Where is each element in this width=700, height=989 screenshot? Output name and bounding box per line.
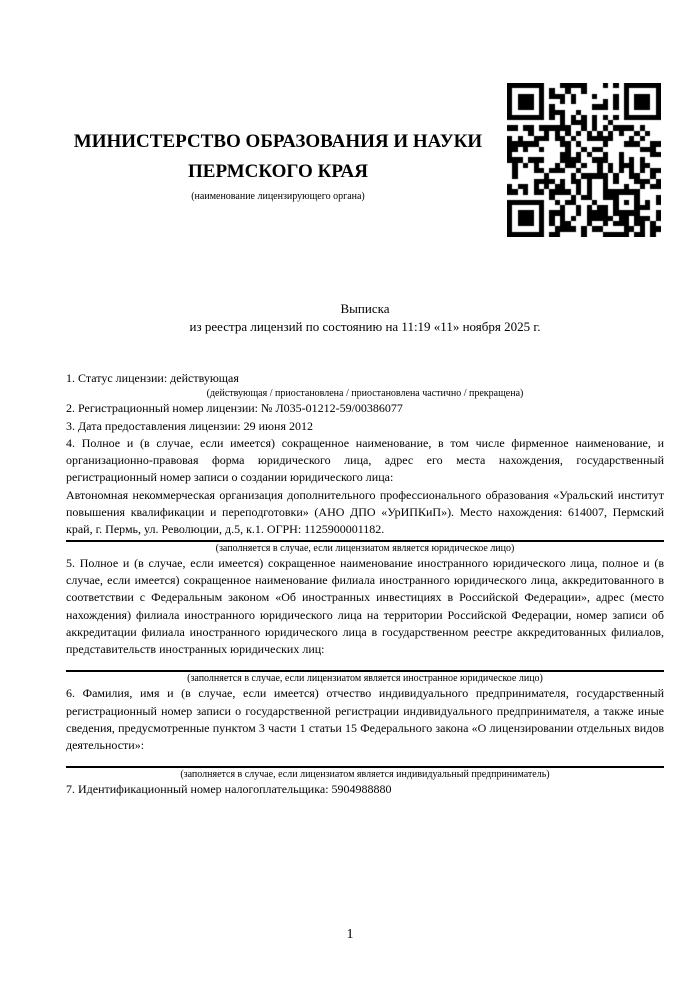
legal-entity-item-value: Автономная некоммерческая организация дополнительного профессионального образования «Уральский институт повышения квалификации и переподготовки» (АНО ДПО «УрИПКиП»). Место нахождения: 614007, Пермский край, г. Пермь, ул. Революции, д.5, к.1. ОГРН: 1125900001182. <box>66 487 664 537</box>
licensing-authority-caption: (наименование лицензирующего органа) <box>191 191 365 202</box>
grant-date-item: 3. Дата предоставления лицензии: 29 июня 2012 <box>66 418 313 433</box>
legal-entity-item-label: 4. Полное и (в случае, если имеется) сокращенное наименование, в том числе фирменное наименование, и организационно-правовая форма юридического лица, адрес его места нахождения, государственный регистрационный номер записи о создании юридического лица: <box>66 435 664 485</box>
license-status-item: 1. Статус лицензии: действующая <box>66 371 239 385</box>
page-number: 1 <box>346 927 354 942</box>
foreign-entity-item-label: 5. Полное и (в случае, если имеется) сокращенное наименование иностранного юридического лица, полное и (в случае, если имеется) сокращенное наименование филиала иностранного юридического лица, аккредитованного в соответствии с Федеральным законом «Об иностранных инвестициях в Российской Федерации», адрес (место нахождения) филиала иностранного юридического лица на территории Российской Федерации, номер записи об аккредитации филиала иностранного юридического лица в государственном реестре аккредитованных филиалов, представительств иностранных юридических лиц: <box>66 555 664 657</box>
inn-item: 7. Идентификационный номер налогоплательщика: 5904988880 <box>66 781 392 796</box>
document-body <box>66 370 664 798</box>
ministry-name-line2: ПЕРМСКОГО КРАЯ <box>188 161 368 182</box>
registration-number-item: 2. Регистрационный номер лицензии: № Л035-01212-59/00386077 <box>66 401 403 416</box>
entrepreneur-fill-note: (заполняется в случае, если лицензиатом является индивидуальный предприниматель) <box>180 768 550 780</box>
foreign-entity-fill-note: (заполняется в случае, если лицензиатом является иностранное юридическое лицо) <box>187 673 543 685</box>
legal-entity-fill-note: (заполняется в случае, если лицензиатом является юридическое лицо) <box>215 542 515 554</box>
entrepreneur-item-label: 6. Фамилия, имя и (в случае, если имеется) отчество индивидуального предпринимателя, государственный регистрационный номер записи о государственной регистрации индивидуального предпринимателя, а также иные сведения, предусмотренные пунктом 3 части 1 статьи 15 Федерального закона «О лицензировании отдельных видов деятельности»: <box>66 686 664 753</box>
ministry-name-line1: МИНИСТЕРСТВО ОБРАЗОВАНИЯ И НАУКИ <box>73 131 483 152</box>
licensing-authority-header <box>66 127 490 203</box>
document-title <box>66 300 664 336</box>
document-title-line2: из реестра лицензий по состоянию на 11:19 «11» ноября 2025 г. <box>189 319 541 334</box>
qr-code <box>507 83 661 237</box>
status-options-caption: (действующая / приостановлена / приостановлена частично / прекращена) <box>206 388 524 400</box>
document-title-line1: Выписка <box>340 301 390 316</box>
